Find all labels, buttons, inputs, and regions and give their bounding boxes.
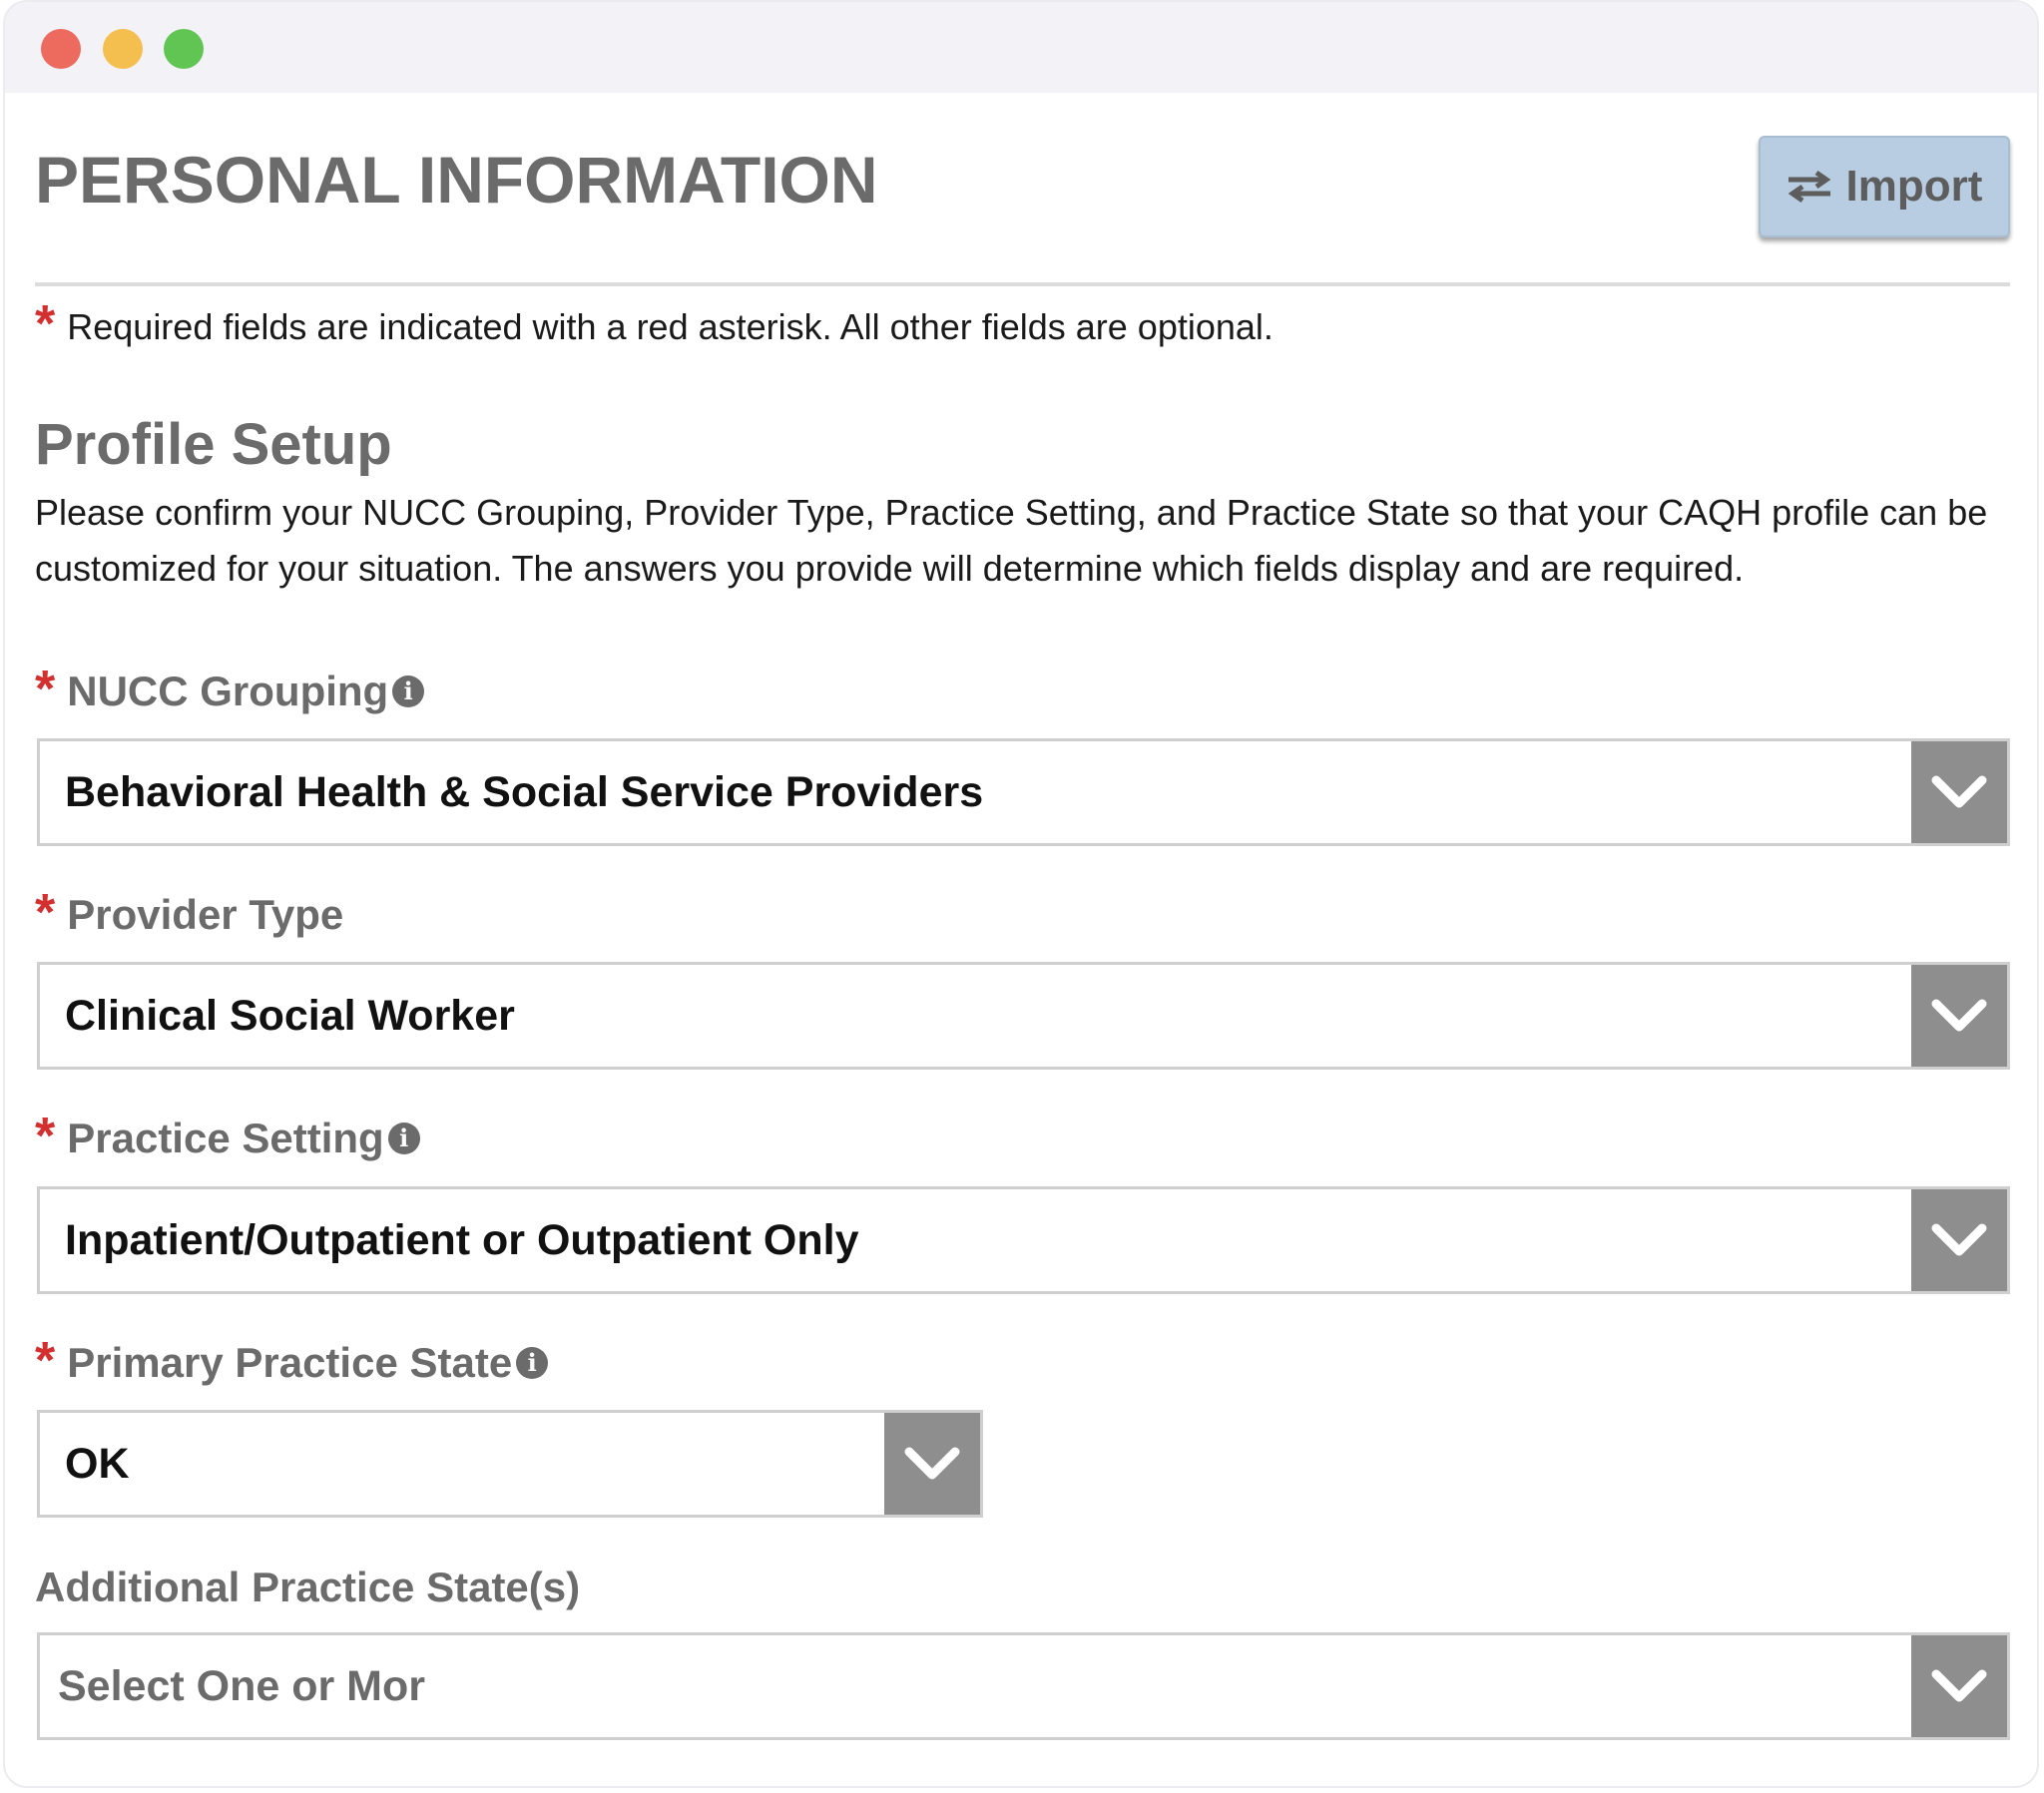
additional-practice-states-placeholder[interactable]: Select One or Mor: [58, 1661, 425, 1710]
zoom-window-button[interactable]: [164, 29, 204, 69]
nucc-grouping-select[interactable]: [37, 738, 2010, 846]
provider-type-select[interactable]: [37, 962, 2010, 1070]
primary-practice-state-value: OK: [65, 1439, 130, 1488]
field-label-practice-setting: [35, 1108, 420, 1165]
required-asterisk: *: [35, 1332, 56, 1390]
nucc-grouping-label: NUCC Grouping: [67, 668, 389, 714]
required-asterisk: *: [35, 884, 56, 942]
required-asterisk: *: [35, 661, 56, 718]
chevron-down-icon[interactable]: [1911, 1189, 2007, 1291]
info-circle-icon[interactable]: i: [516, 1347, 548, 1379]
header-divider: [35, 282, 2010, 286]
provider-type-label: Provider Type: [67, 891, 344, 938]
import-button[interactable]: [1759, 136, 2010, 237]
field-label-primary-practice-state: [35, 1332, 548, 1390]
info-circle-icon[interactable]: i: [388, 1122, 420, 1154]
swap-arrows-icon: [1787, 170, 1832, 204]
primary-practice-state-label: Primary Practice State: [67, 1339, 513, 1386]
required-asterisk: *: [35, 295, 56, 353]
section-description: Please confirm your NUCC Grouping, Provider Type, Practice Setting, and Practice State so that your CAQH profile can be customized for your situation. The answers you provide will determine which fields display and are required.: [35, 492, 1988, 589]
section-title-profile-setup: Profile Setup: [35, 412, 392, 477]
nucc-grouping-value: Behavioral Health & Social Service Providers: [65, 767, 984, 816]
app-window: [3, 0, 2039, 1788]
info-circle-icon[interactable]: i: [392, 675, 424, 707]
provider-type-value: Clinical Social Worker: [65, 991, 515, 1040]
chevron-down-icon[interactable]: [884, 1413, 980, 1515]
chevron-down-icon[interactable]: [1911, 1635, 2007, 1737]
field-label-nucc-grouping: [35, 661, 424, 718]
chevron-down-icon[interactable]: [1911, 741, 2007, 843]
chevron-down-icon[interactable]: [1911, 965, 2007, 1067]
practice-setting-label: Practice Setting: [67, 1115, 384, 1161]
import-button-label: Import: [1845, 162, 1983, 211]
required-fields-note: [35, 295, 1274, 353]
additional-practice-states-label: Additional Practice State(s): [35, 1564, 581, 1610]
required-note-text: Required fields are indicated with a red asterisk. All other fields are optional.: [67, 306, 1274, 347]
practice-setting-value: Inpatient/Outpatient or Outpatient Only: [65, 1215, 859, 1264]
additional-practice-states-select[interactable]: [37, 1632, 2010, 1740]
close-window-button[interactable]: [41, 29, 81, 69]
minimize-window-button[interactable]: [103, 29, 143, 69]
field-label-additional-practice-states: [35, 1564, 580, 1611]
practice-setting-select[interactable]: [37, 1186, 2010, 1294]
field-label-provider-type: [35, 884, 344, 942]
page-title: PERSONAL INFORMATION: [35, 143, 878, 217]
required-asterisk: *: [35, 1108, 56, 1165]
title-bar: [5, 2, 2037, 93]
primary-practice-state-select[interactable]: [37, 1410, 983, 1518]
